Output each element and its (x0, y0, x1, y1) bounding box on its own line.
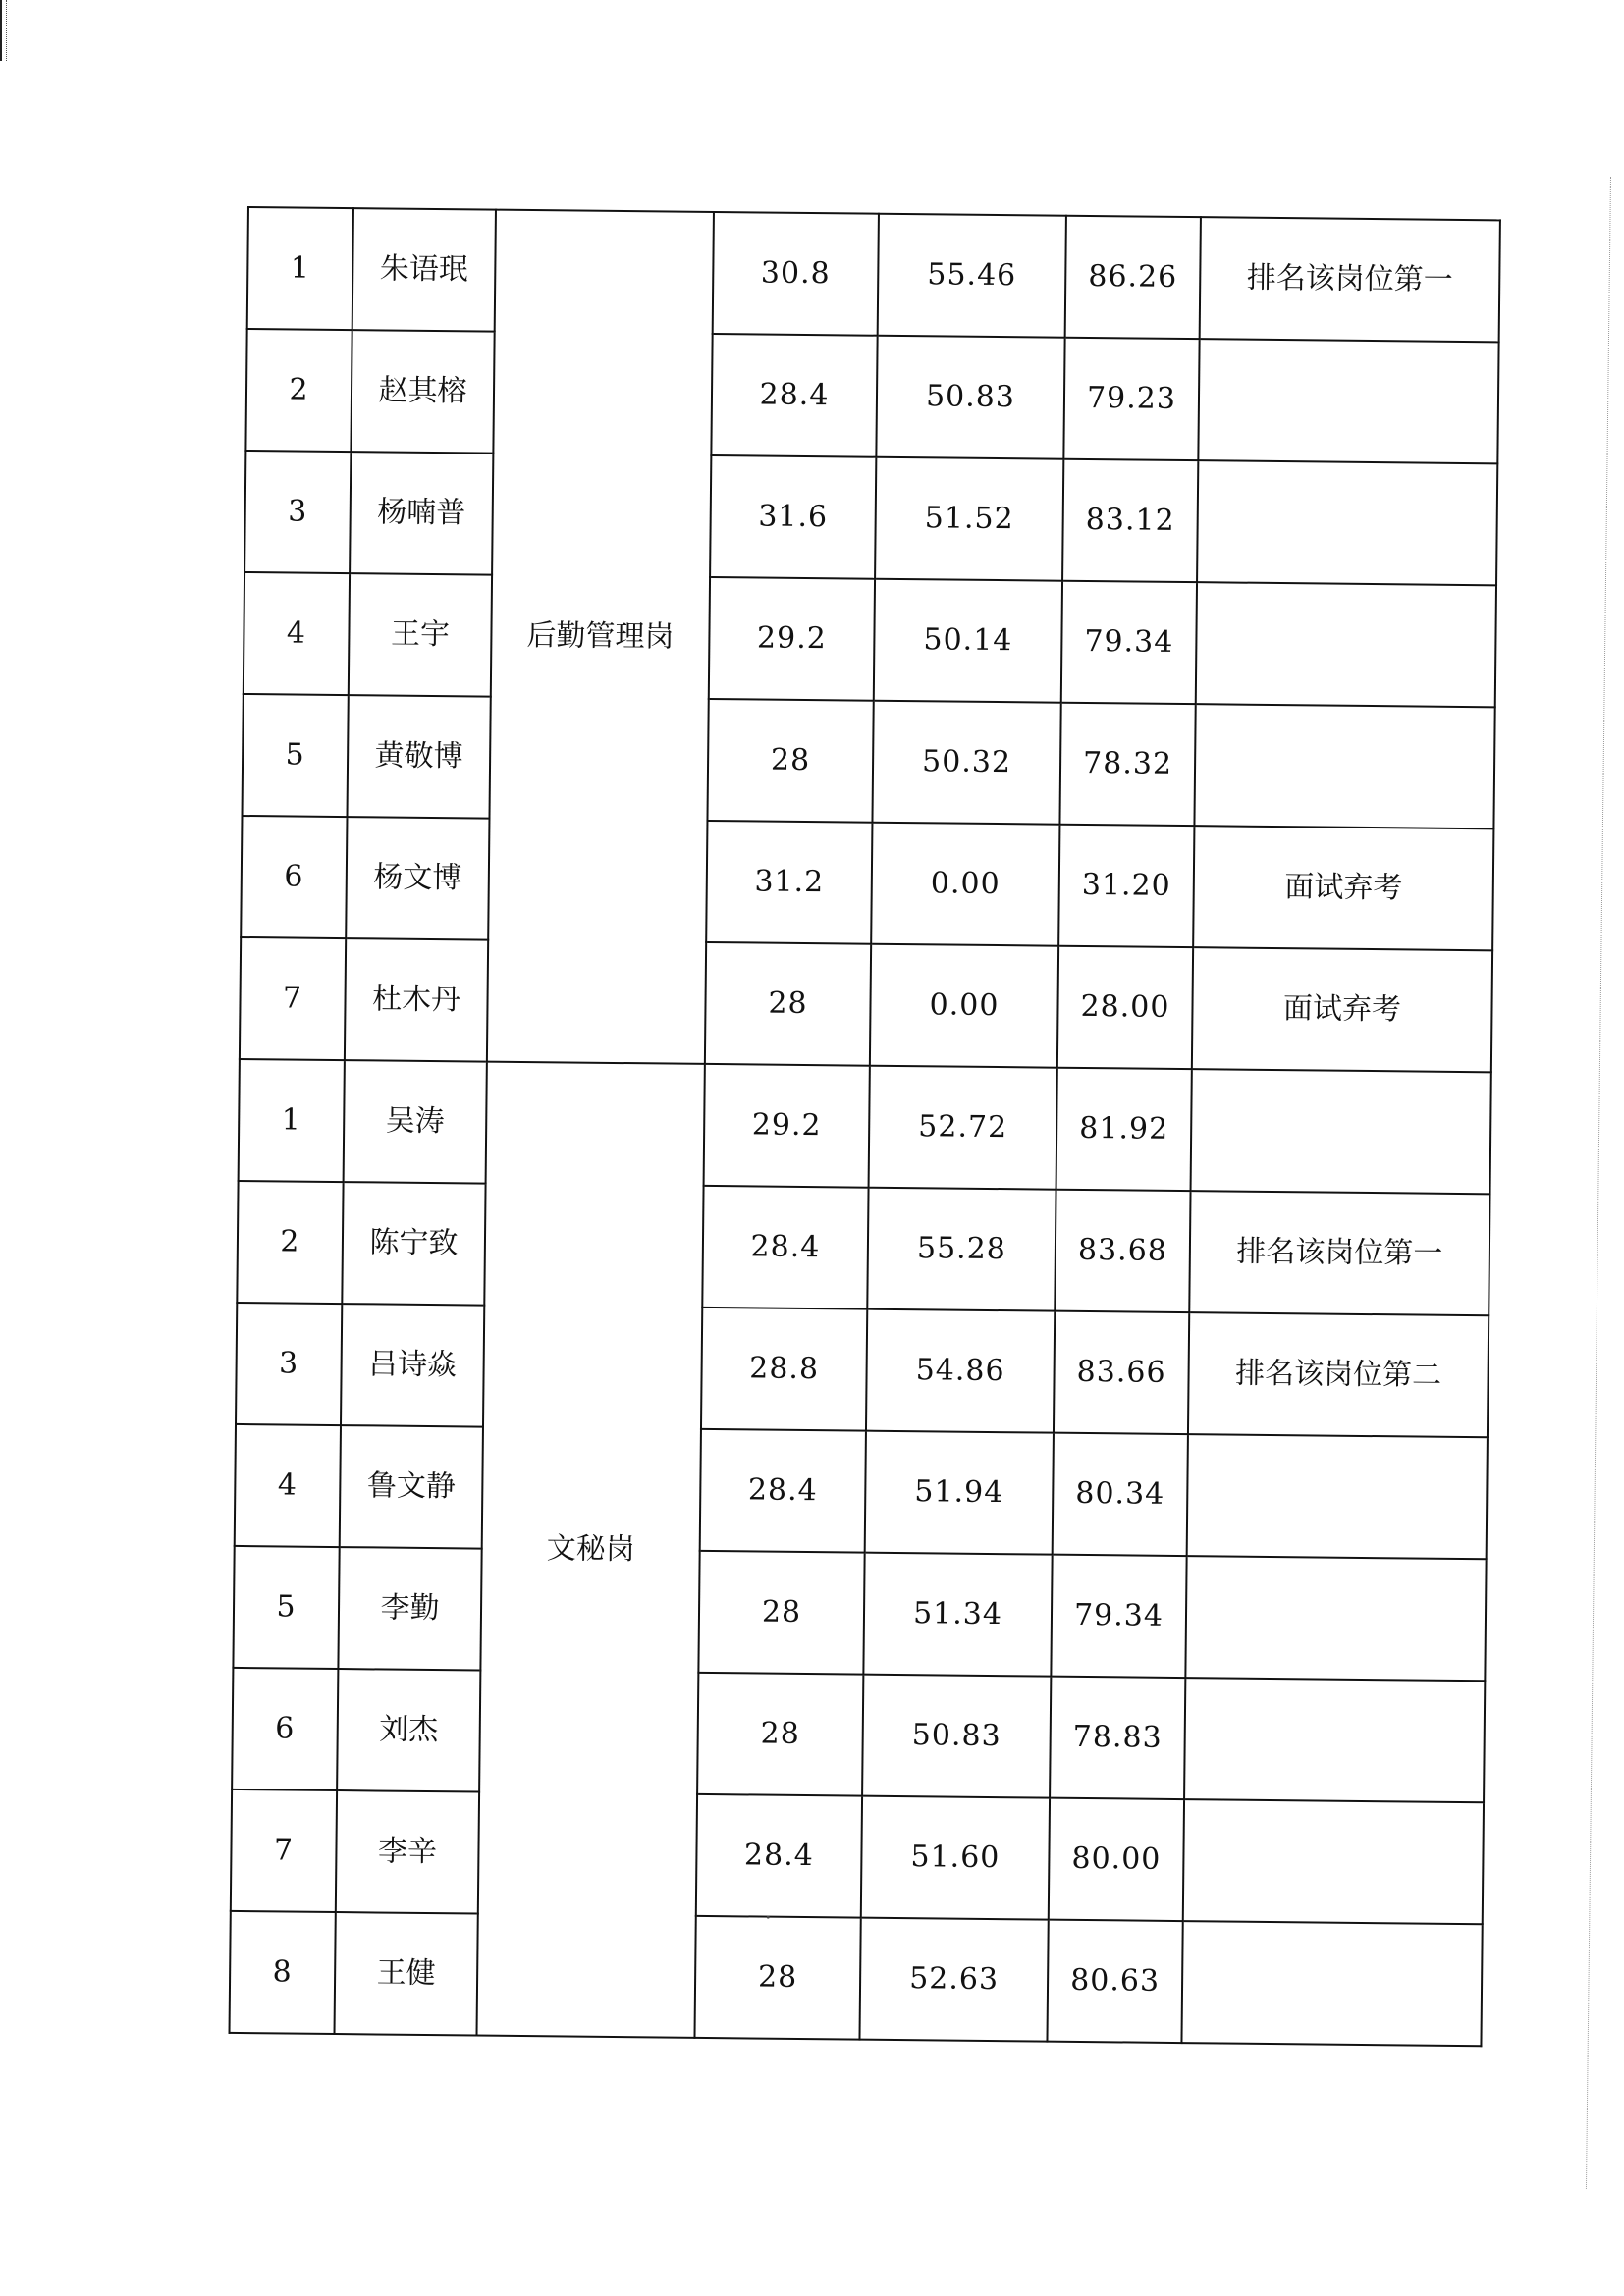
interview-score-cell: 51.52 (875, 457, 1063, 581)
seq-cell: 4 (244, 572, 350, 695)
interview-score-cell: 51.94 (865, 1431, 1054, 1555)
total-score-cell: 79.23 (1063, 338, 1199, 460)
table-row (244, 451, 1497, 585)
total-score-cell: 80.00 (1049, 1798, 1184, 1921)
remark-cell (1184, 1678, 1485, 1802)
remark-cell (1183, 1799, 1484, 1924)
post-label: 文秘岗 (546, 1531, 635, 1568)
total-score-cell: 83.68 (1055, 1190, 1190, 1312)
total-score-cell: 80.63 (1047, 1920, 1182, 2043)
written-score-cell: 29.2 (704, 1064, 870, 1188)
table-row (230, 1911, 1483, 2046)
written-score-cell: 28.4 (711, 334, 877, 457)
remark-cell: 面试弃考 (1193, 826, 1493, 950)
total-score-cell: 79.34 (1061, 581, 1197, 704)
table-row (232, 1668, 1485, 1802)
post-label: 后勤管理岗 (526, 618, 675, 655)
name-cell: 吴涛 (344, 1060, 487, 1184)
name-cell: 李勤 (338, 1547, 481, 1671)
total-score-cell: 86.26 (1065, 216, 1201, 339)
table-row (245, 329, 1498, 463)
written-score-cell: 28 (694, 1916, 860, 2040)
scan-speck (767, 1916, 770, 1919)
interview-score-cell: 50.14 (874, 579, 1062, 703)
score-sheet (229, 206, 1499, 2025)
table-row (242, 694, 1494, 828)
written-score-cell: 29.2 (709, 577, 875, 701)
written-score-cell: 28.4 (702, 1186, 868, 1309)
total-score-cell: 83.12 (1062, 459, 1198, 582)
total-score-cell: 31.20 (1058, 825, 1194, 947)
remark-cell: 排名该岗位第一 (1200, 217, 1500, 342)
written-score-cell: 28 (705, 942, 871, 1066)
seq-cell: 2 (245, 329, 352, 452)
name-cell: 王健 (335, 1912, 478, 2036)
table-row (247, 207, 1500, 342)
name-cell: 李辛 (336, 1790, 479, 1914)
remark-cell (1197, 460, 1497, 585)
seq-cell: 3 (244, 451, 351, 573)
seq-cell: 2 (237, 1181, 343, 1304)
post-cell-logistics (487, 210, 714, 1064)
interview-score-cell: 50.83 (862, 1675, 1051, 1798)
scan-artifact-right (1586, 177, 1611, 2189)
total-score-cell: 28.00 (1057, 946, 1193, 1069)
interview-score-cell: 54.86 (866, 1309, 1055, 1433)
table-row (237, 1181, 1489, 1315)
name-cell: 鲁文静 (340, 1425, 483, 1549)
seq-cell: 8 (230, 1911, 336, 2034)
written-score-cell: 28 (698, 1551, 864, 1675)
table-row (241, 816, 1493, 950)
table-row (235, 1424, 1488, 1559)
written-score-cell: 28.4 (696, 1794, 862, 1918)
remark-cell (1196, 582, 1496, 707)
name-cell: 杜木丹 (345, 938, 488, 1062)
total-score-cell: 83.66 (1054, 1311, 1189, 1434)
remark-cell: 排名该岗位第一 (1189, 1191, 1489, 1315)
interview-score-cell: 0.00 (870, 944, 1058, 1068)
remark-cell (1181, 1921, 1482, 2046)
remark-cell: 排名该岗位第二 (1188, 1312, 1489, 1437)
total-score-cell: 78.83 (1050, 1677, 1185, 1799)
remark-cell (1194, 704, 1494, 828)
seq-cell: 7 (231, 1789, 337, 1912)
written-score-cell: 31.6 (710, 455, 876, 579)
post-cell-secretary (476, 1062, 704, 2038)
name-cell: 吕诗焱 (341, 1304, 484, 1427)
table-row (244, 572, 1496, 707)
table-row (233, 1546, 1486, 1681)
name-cell: 陈宁致 (342, 1182, 485, 1306)
written-score-cell: 28 (707, 699, 873, 823)
remark-cell: 面试弃考 (1192, 947, 1492, 1072)
name-cell: 杨文博 (346, 817, 489, 940)
total-score-cell: 81.92 (1056, 1068, 1192, 1191)
seq-cell: 1 (247, 207, 353, 330)
name-cell: 王宇 (349, 573, 492, 697)
total-score-cell: 78.32 (1059, 703, 1195, 826)
table-row (240, 937, 1492, 1072)
written-score-cell: 28.4 (700, 1429, 866, 1553)
scan-artifact-left (0, 0, 7, 61)
written-score-cell: 30.8 (713, 212, 879, 336)
seq-cell: 6 (241, 816, 347, 938)
seq-cell: 5 (242, 694, 348, 817)
seq-cell: 7 (240, 937, 346, 1060)
interview-score-cell: 0.00 (871, 823, 1059, 946)
name-cell: 黄敬博 (347, 695, 490, 819)
total-score-cell: 79.34 (1051, 1555, 1186, 1678)
interview-score-cell: 50.32 (872, 701, 1060, 825)
name-cell: 杨喃普 (350, 452, 493, 575)
interview-score-cell: 51.60 (861, 1796, 1050, 1920)
seq-cell: 3 (236, 1303, 342, 1425)
name-cell: 朱语珉 (352, 208, 496, 332)
remark-cell (1198, 339, 1498, 463)
name-cell: 刘杰 (337, 1669, 480, 1792)
seq-cell: 1 (239, 1059, 345, 1182)
interview-score-cell: 55.28 (867, 1188, 1056, 1311)
seq-cell: 6 (232, 1668, 338, 1790)
remark-cell (1187, 1434, 1488, 1559)
written-score-cell: 31.2 (706, 821, 872, 944)
written-score-cell: 28.8 (701, 1308, 867, 1431)
interview-score-cell: 52.63 (859, 1918, 1048, 2042)
interview-score-cell: 50.83 (876, 336, 1064, 459)
table-row (239, 1059, 1491, 1194)
remark-cell (1191, 1069, 1491, 1194)
name-cell: 赵其榕 (351, 330, 494, 454)
total-score-cell: 80.34 (1053, 1433, 1188, 1556)
interview-score-cell: 51.34 (863, 1553, 1052, 1677)
score-table (229, 206, 1501, 2047)
remark-cell (1185, 1556, 1486, 1681)
written-score-cell: 28 (697, 1673, 863, 1796)
interview-score-cell: 52.72 (869, 1066, 1057, 1190)
seq-cell: 4 (235, 1424, 341, 1547)
table-row (231, 1789, 1484, 1924)
interview-score-cell: 55.46 (878, 214, 1066, 338)
table-row (236, 1303, 1489, 1437)
seq-cell: 5 (233, 1546, 339, 1669)
